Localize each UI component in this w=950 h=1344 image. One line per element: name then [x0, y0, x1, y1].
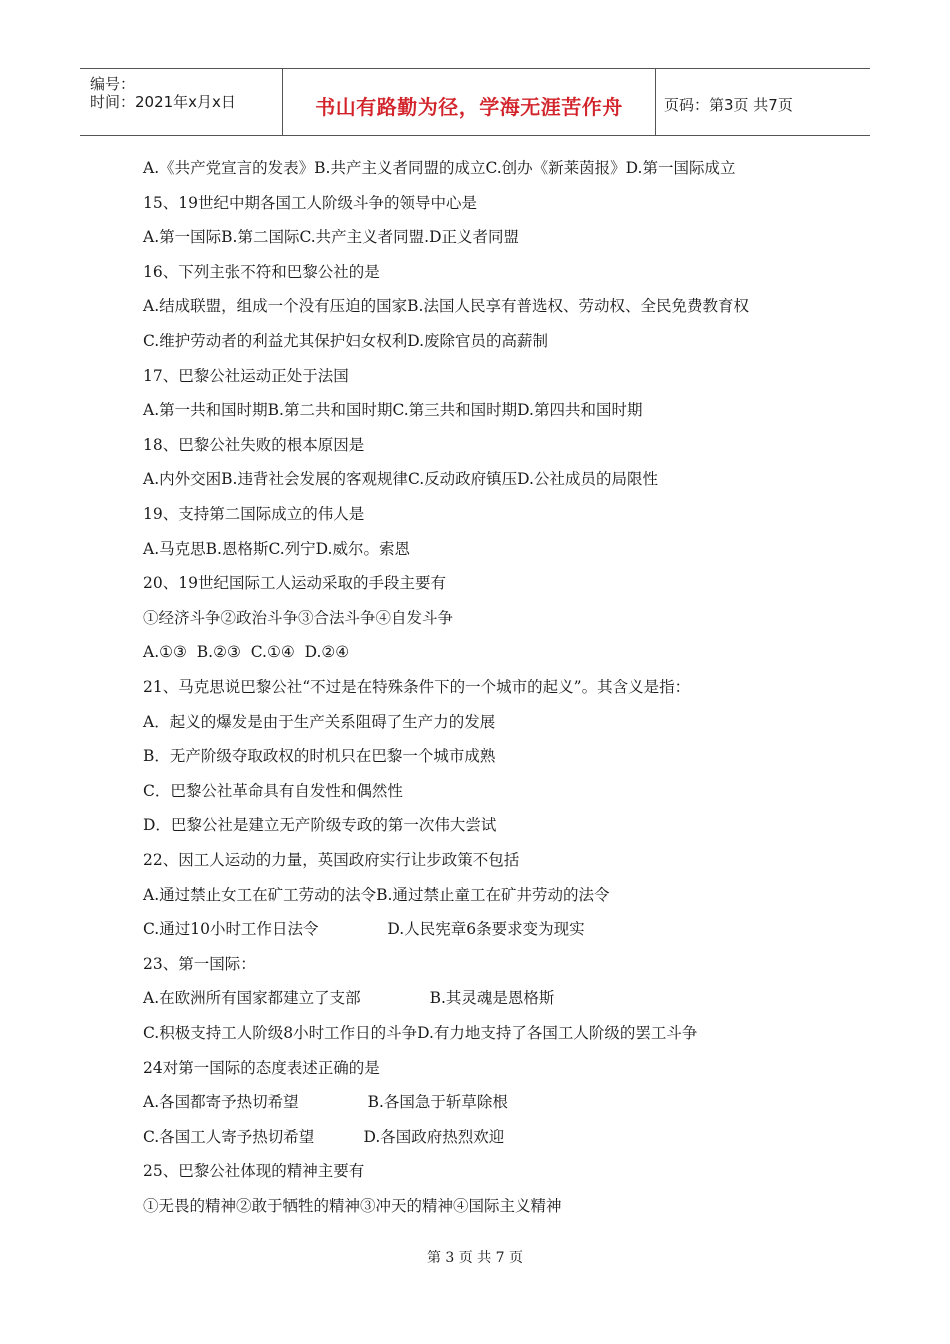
text-line: A．起义的爆发是由于生产关系阻碍了生产力的发展	[143, 712, 496, 731]
header-page-cell	[656, 69, 870, 135]
text-line: A.①③ B.②③ C.①④ D.②④	[143, 643, 350, 662]
header-motto-cell	[283, 69, 656, 135]
text-line: 20、19世纪国际工人运动采取的手段主要有	[143, 574, 446, 593]
text-line: 21、马克思说巴黎公社“不过是在特殊条件下的一个城市的起义”。其含义是指：	[143, 678, 691, 696]
motto-text: 书山有路勤为径，学海无涯苦作舟	[315, 95, 623, 119]
text-line: 22、因工人运动的力量，英国政府实行让步政策不包括	[143, 851, 520, 869]
text-line: 25、巴黎公社体现的精神主要有	[143, 1162, 365, 1181]
text-line: A.《共产党宣言的发表》B.共产主义者同盟的成立C.创办《新莱茵报》D.第一国际成立	[143, 159, 736, 177]
text-line: 23、第一国际：	[143, 954, 256, 973]
text-line: A.第一共和国时期B.第二共和国时期C.第三共和国时期D.第四共和国时期	[143, 401, 643, 420]
text-line: B．无产阶级夺取政权的时机只在巴黎一个城市成熟	[143, 747, 496, 766]
text-line: A.在欧洲所有国家都建立了支部 B.其灵魂是恩格斯	[143, 989, 555, 1008]
text-line: C.维护劳动者的利益尤其保护妇女权利D.废除官员的高薪制	[143, 332, 549, 350]
text-line: 18、巴黎公社失败的根本原因是	[143, 435, 365, 454]
text-line: A.结成联盟，组成一个没有压迫的国家B.法国人民享有普选权、劳动权、全民免费教育权	[143, 297, 749, 316]
text-line: A.马克思B.恩格斯C.列宁D.威尔。索恩	[143, 539, 410, 558]
text-line: 15、19世纪中期各国工人阶级斗争的领导中心是	[143, 193, 477, 212]
page-header	[80, 68, 870, 136]
text-line: D．巴黎公社是建立无产阶级专政的第一次伟大尝试	[143, 816, 497, 835]
text-line: 17、巴黎公社运动正处于法国	[143, 366, 349, 385]
date-label: 时间：2021年x月x日	[90, 93, 236, 111]
text-line: 19、支持第二国际成立的伟人是	[143, 505, 365, 523]
text-line: ①无畏的精神②敢于牺牲的精神③冲天的精神④国际主义精神	[143, 1197, 562, 1215]
text-line: C．巴黎公社革命具有自发性和偶然性	[143, 781, 403, 800]
text-line: C.积极支持工人阶级8小时工作日的斗争D.有力地支持了各国工人阶级的罢工斗争	[143, 1024, 698, 1042]
text-line: A.各国都寄予热切希望 B.各国急于斩草除根	[143, 1093, 508, 1112]
text-line: ①经济斗争②政治斗争③合法斗争④自发斗争	[143, 608, 454, 627]
header-info-cell	[80, 69, 283, 135]
page-number-label: 页码：第3页 共7页	[664, 96, 793, 114]
text-line: C.各国工人寄予热切希望 D.各国政府热烈欢迎	[143, 1127, 505, 1146]
text-line: C.通过10小时工作日法令 D.人民宪章6条要求变为现实	[143, 920, 585, 939]
text-line: 16、下列主张不符和巴黎公社的是	[143, 262, 380, 281]
text-line: A.内外交困B.违背社会发展的客观规律C.反动政府镇压D.公社成员的局限性	[143, 470, 658, 489]
serial-label: 编号：	[90, 75, 136, 93]
text-line: A.通过禁止女工在矿工劳动的法令B.通过禁止童工在矿井劳动的法令	[143, 885, 610, 904]
text-line: A.第一国际B.第二国际C.共产主义者同盟.D正义者同盟	[143, 228, 520, 247]
page-footer: 第 3 页 共 7 页	[426, 1250, 524, 1266]
text-line: 24对第一国际的态度表述正确的是	[143, 1058, 380, 1077]
